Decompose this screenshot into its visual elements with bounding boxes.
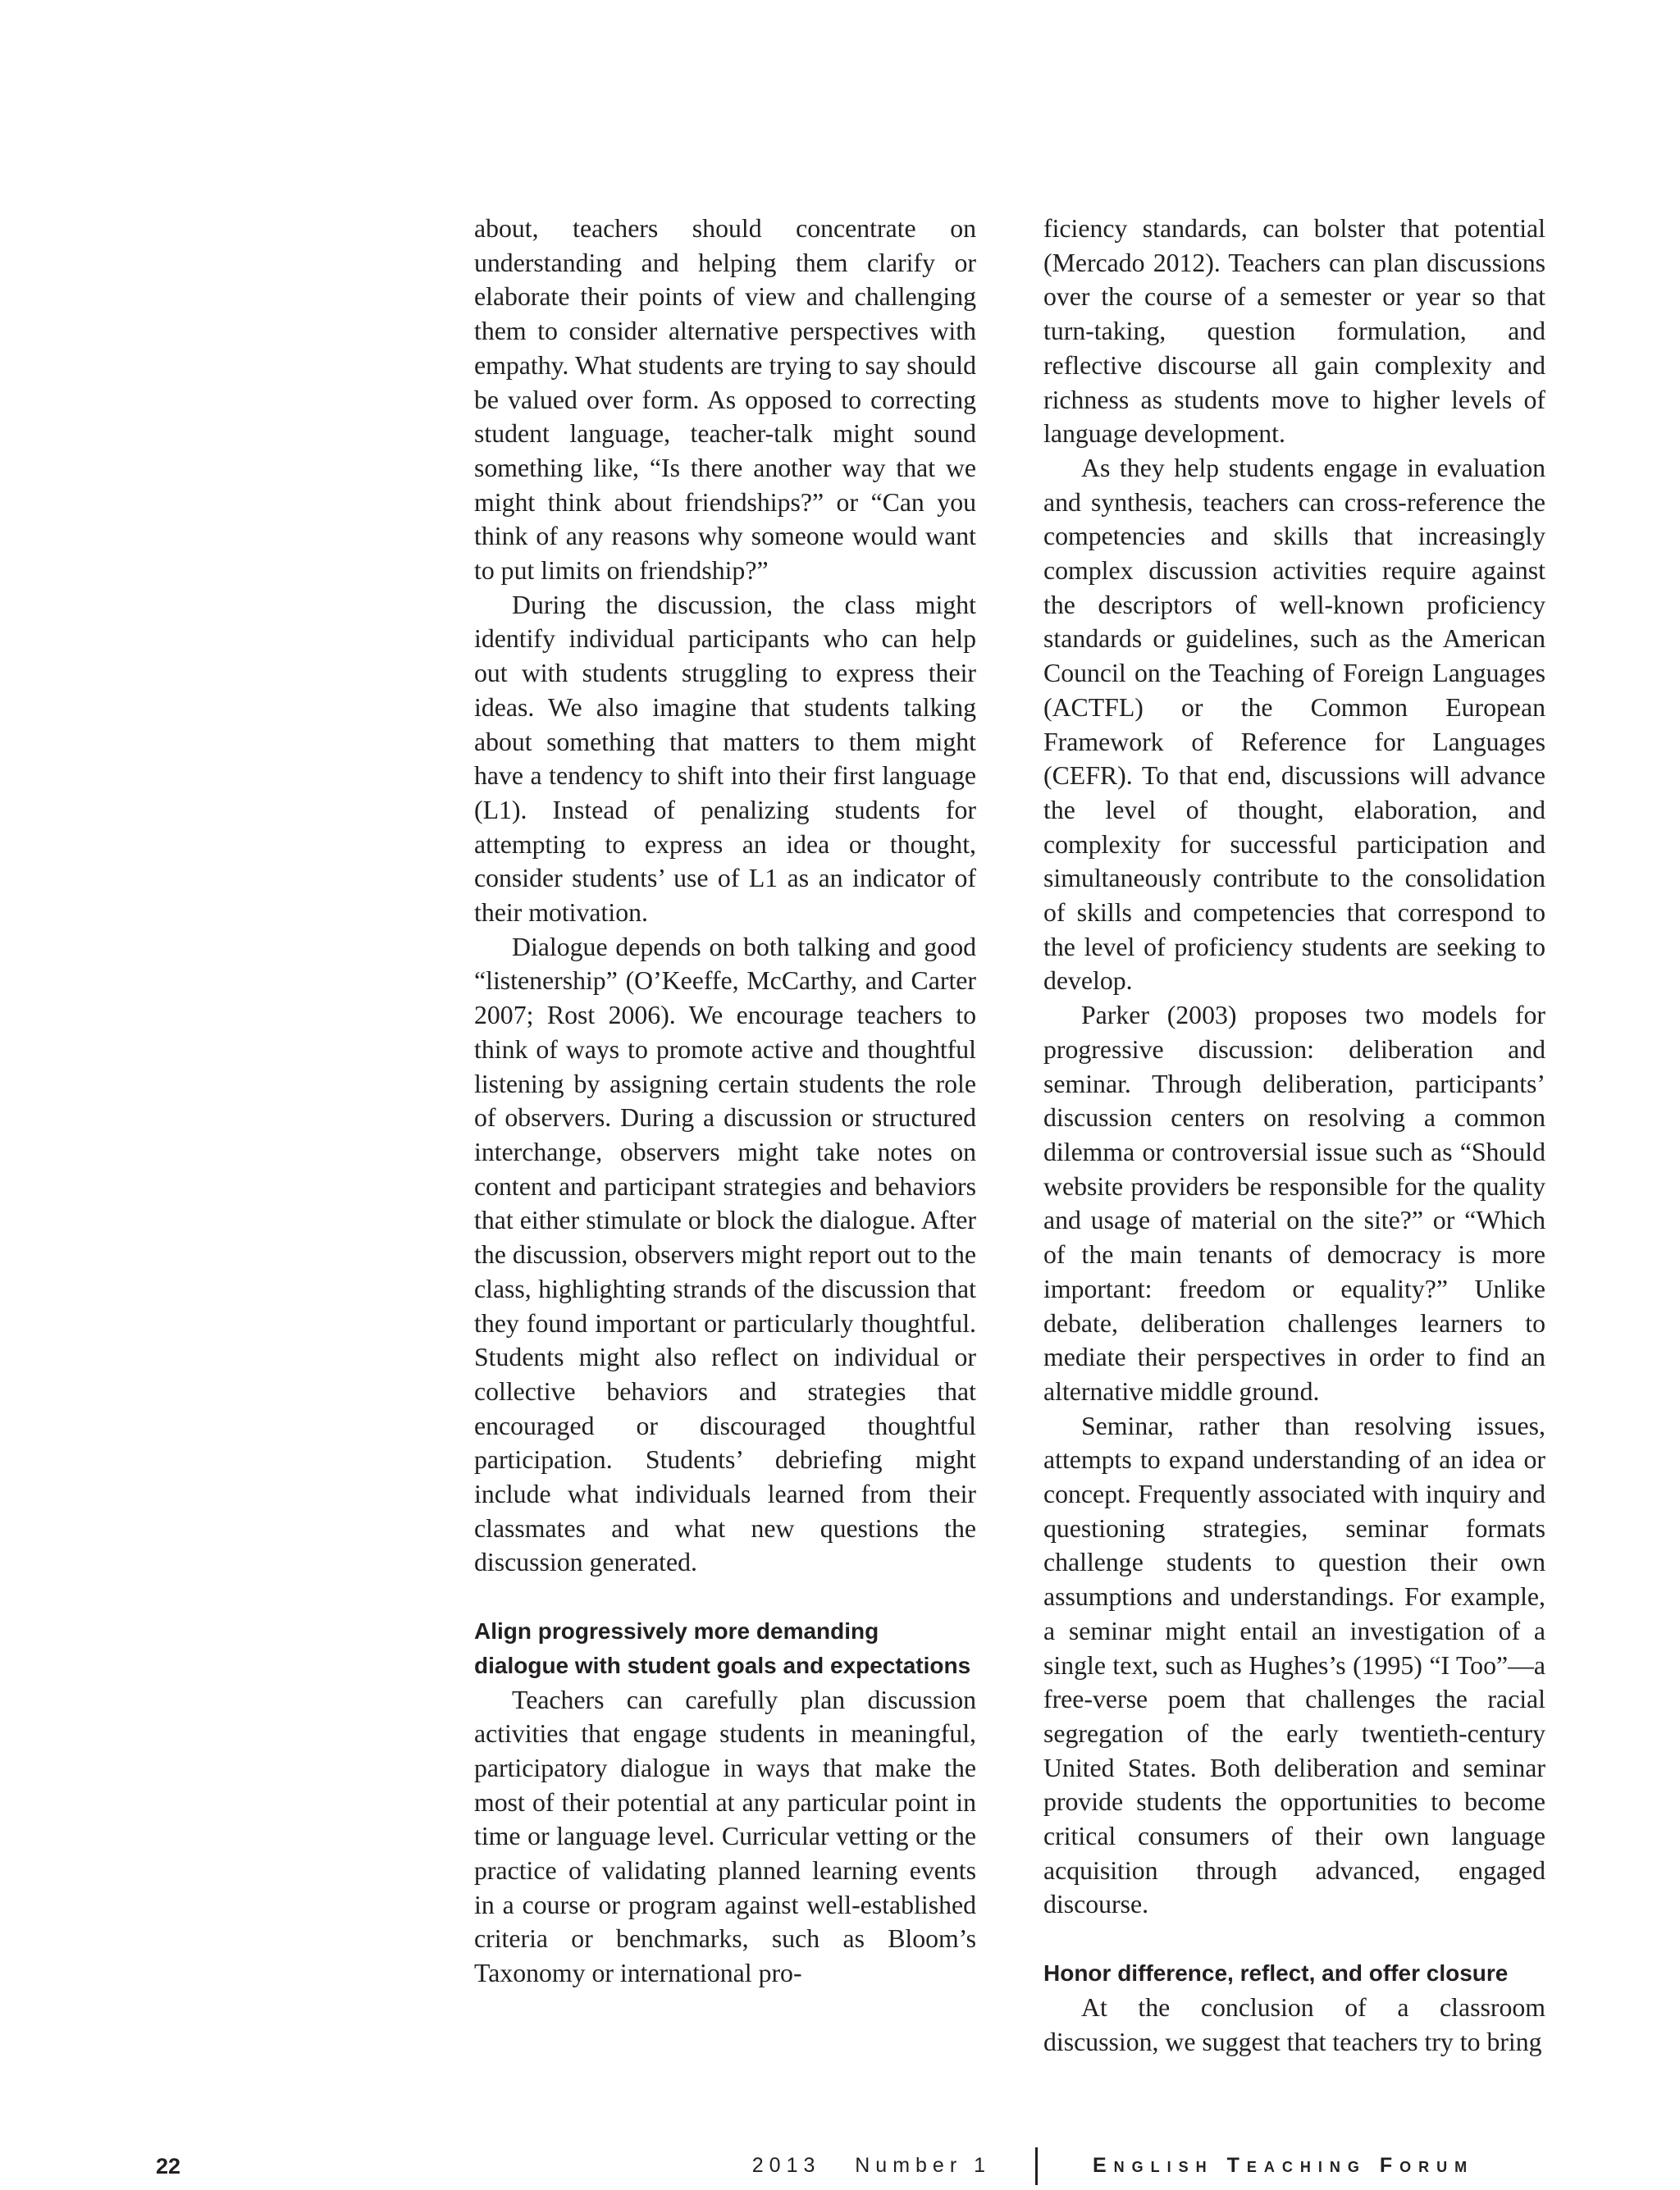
issue-label: 2013 Number 1 [751,2154,991,2177]
left-column [474,212,976,1991]
paragraph: Parker (2003) proposes two models for progressive discussion: deliberation and seminar. Through deliberation, participants’ discussion centers on resolving a common dilemma or controversial issue such as “Should website providers be responsible for the quality and usage of material on the site?” or “Which of the main tenants of democracy is more important: freedom or equality?” Unlike debate, deliberation challenges learners to mediate their perspectives in order to find an alternative middle ground. [1043,1001,1545,1406]
paragraph: As they help students engage in evaluation and synthesis, teachers can cross-reference the competencies and skills that increasingly complex discussion activities require against the descriptors of well-known proficiency standards or guidelines, such as the American Council on the Teaching of Foreign Languages (ACTFL) or the Common European Framework of Reference for Languages (CEFR). To that end, discussions will advance the level of thought, elaboration, and complexity for successful participation and simultaneously contribute to the consolidation of skills and competencies that correspond to the level of proficiency students are seeking to develop. [1043,453,1545,996]
paragraph: ficiency standards, can bolster that potential (Mercado 2012). Teachers can plan discussions over the course of a semester or year so that turn-taking, question formulation, and reflective discourse all gain complexity and richness as students move to higher levels of language development. [1043,214,1545,449]
page-number: 22 [156,2154,181,2179]
page-footer [0,2154,1680,2190]
right-column [1043,212,1545,2059]
journal-title: English Teaching Forum [1093,2154,1475,2177]
paragraph: about, teachers should concentrate on understanding and helping them clarify or elaborate their points of view and challenging them to consider alternative perspectives with empathy. What students are trying to say should be valued over form. As opposed to correcting student language, teacher-talk might sound something like, “Is there another way that we might think about friendships?” or “Can you think of any reasons why someone would want to put limits on friendship?” [474,214,976,586]
paragraph: Seminar, rather than resolving issues, attempts to expand understanding of an idea or concept. Frequently associated with inquiry and questioning strategies, seminar formats challenge students to question their own assumptions and understandings. For example, a seminar might entail an investigation of a single text, such as Hughes’s (1995) “I Too”—a free-verse poem that challenges the racial segregation of the early twentieth-century United States. Both deliberation and seminar provide students the opportunities to become critical consumers of their own language acquisition through advanced, engaged discourse. [1043,1411,1545,1919]
paragraph: At the conclusion of a classroom discussion, we suggest that teachers try to bring [1043,1992,1545,2056]
paragraph: Dialogue depends on both talking and good “listenership” (O’Keeffe, McCarthy, and Carter 2007; Rost 2006). We encourage teachers to think of ways to promote active and thoughtful listening by assigning certain students the role of observers. During a discussion or structured interchange, observers might take notes on content and participant strategies and behaviors that either stimulate or block the dialogue. After the discussion, observers might report out to the class, highlighting strands of the discussion that they found important or particularly thoughtful. Students might also reflect on individual or collective behaviors and strategies that encouraged or discouraged thoughtful participation. Students’ debriefing might include what individuals learned from their classmates and what new questions the discussion generated. [474,932,976,1577]
section-heading: Align progressively more demanding dialogue with student goals and expectations [474,1618,971,1678]
section-heading: Honor difference, reflect, and offer closure [1043,1960,1509,1987]
paragraph: Teachers can carefully plan discussion activities that engage students in meaningful, participatory dialogue in ways that make the most of their potential at any particular point in time or language level. Curricular vetting or the practice of validating planned learning events in a course or program against well-established criteria or benchmarks, such as Bloom’s Taxonomy or international pro- [474,1685,976,1988]
paragraph: During the discussion, the class might identify individual participants who can help out with students struggling to express their ideas. We also imagine that students talking about something that matters to them might have a tendency to shift into their first language (L1). Instead of penalizing students for attempting to express an idea or thought, consider students’ use of L1 as an indicator of their motivation. [474,590,976,928]
footer-divider [1035,2147,1038,2185]
